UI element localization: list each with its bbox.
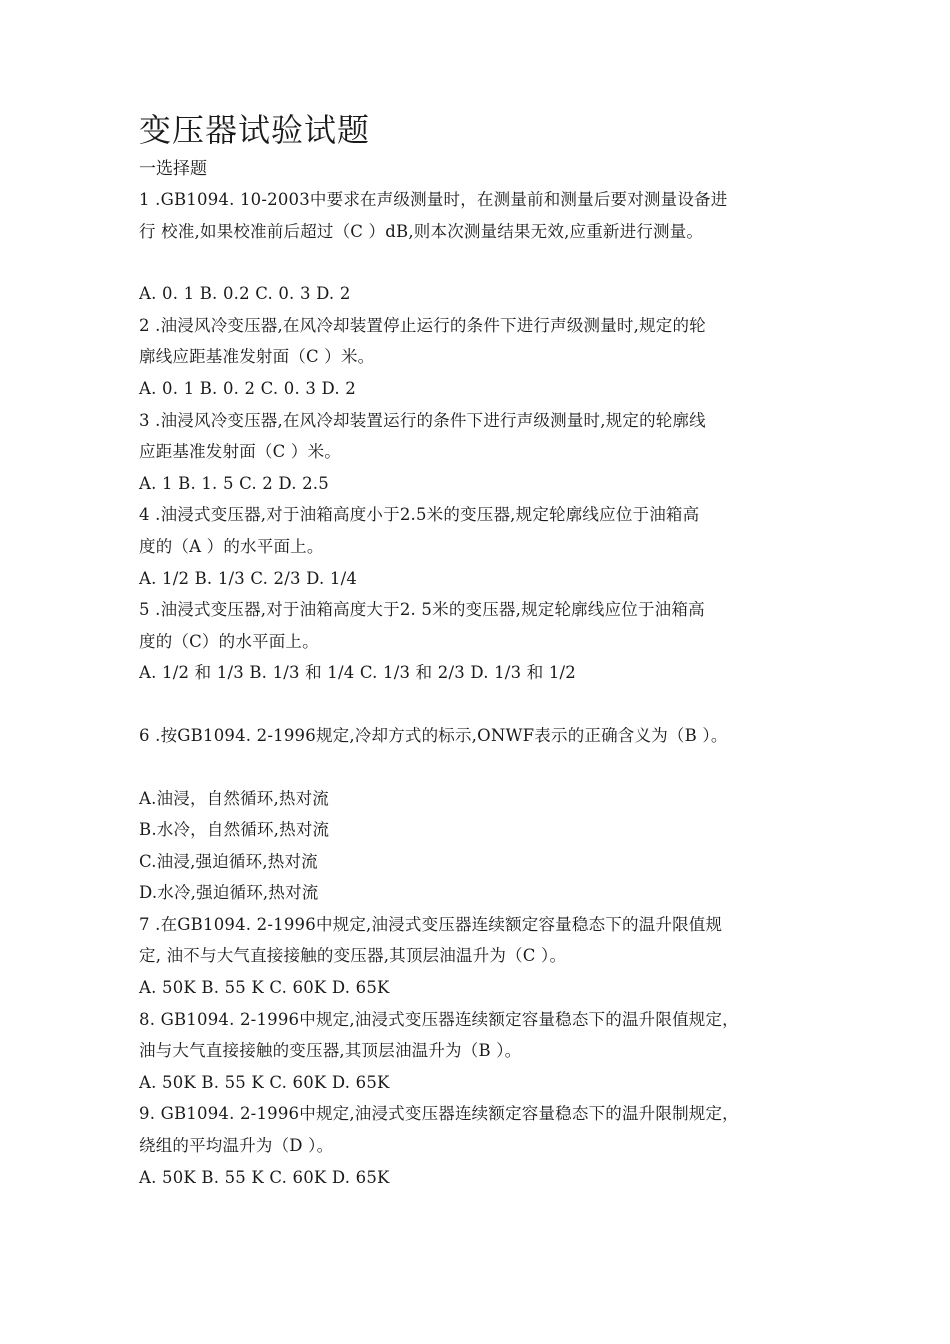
question-2-line-1: 2 .油浸风冷变压器,在风冷却装置停止运行的条件下进行声级测量时,规定的轮 [139, 315, 706, 335]
question-2-line-2: 廓线应距基准发射面（C ）米。 [139, 347, 375, 367]
document-page [139, 108, 829, 1193]
question-1-line-2: 行 校准,如果校准前后超过（C ）dB,则本次测量结果无效,应重新进行测量。 [139, 221, 704, 241]
question-8-line-2: 油与大气直接接触的变压器,其顶层油温升为（B ）。 [139, 1041, 522, 1061]
document-title: 变压器试验试题 [139, 111, 371, 149]
question-7-options: A. 50K B. 55 K C. 60K D. 65K [139, 978, 390, 998]
blank-line [139, 752, 829, 783]
question-7-line-2: 定, 油不与大气直接接触的变压器,其顶层油温升为（C ）。 [139, 946, 567, 966]
question-5-line-1: 5 .油浸式变压器,对于油箱高度大于2. 5米的变压器,规定轮廓线应位于油箱高 [139, 600, 705, 620]
question-3-line-1: 3 .油浸风冷变压器,在风冷却装置运行的条件下进行声级测量时,规定的轮廓线 [139, 410, 706, 430]
question-4-line-2: 度的（A ）的水平面上。 [139, 536, 324, 556]
question-8-options: A. 50K B. 55 K C. 60K D. 65K [139, 1072, 390, 1092]
question-6-option-a: A.油浸，自然循环,热对流 [139, 788, 330, 808]
blank-line [139, 689, 829, 720]
question-3-line-2: 应距基准发射面（C ）米。 [139, 442, 341, 462]
question-2-options: A. 0. 1 B. 0. 2 C. 0. 3 D. 2 [139, 378, 356, 398]
question-6-option-c: C.油浸,强迫循环,热对流 [139, 851, 318, 871]
question-1-line-1: 1 .GB1094. 10-2003中要求在声级测量时，在测量前和测量后要对测量设备进 [139, 190, 728, 209]
question-9-line-1: 9. GB1094. 2-1996中规定,油浸式变压器连续额定容量稳态下的温升限制规定， [139, 1104, 739, 1124]
blank-line [139, 247, 829, 278]
question-4-options: A. 1/2 B. 1/3 C. 2/3 D. 1/4 [139, 568, 358, 588]
question-9-options: A. 50K B. 55 K C. 60K D. 65K [139, 1167, 390, 1187]
section-heading: 一选择题 [139, 159, 207, 179]
question-3-options: A. 1 B. 1. 5 C. 2 D. 2.5 [139, 473, 329, 493]
question-9-line-2: 绕组的平均温升为（D ）。 [139, 1136, 334, 1156]
question-8-line-1: 8. GB1094. 2-1996中规定,油浸式变压器连续额定容量稳态下的温升限值规定， [139, 1009, 739, 1029]
question-4-line-1: 4 .油浸式变压器,对于油箱高度小于2.5米的变压器,规定轮廓线应位于油箱高 [139, 505, 700, 525]
question-5-line-2: 度的（C）的水平面上。 [139, 631, 319, 651]
question-6-option-b: B.水冷，自然循环,热对流 [139, 820, 330, 840]
question-6-option-d: D.水冷,强迫循环,热对流 [139, 883, 319, 903]
question-5-options: A. 1/2 和 1/3 B. 1/3 和 1/4 C. 1/3 和 2/3 D. 1/3 和 1/2 [139, 663, 577, 683]
question-6-line-1: 6 .按GB1094. 2-1996规定,冷却方式的标示,ONWF表示的正确含义为（B ）。 [139, 725, 728, 745]
question-1-options: A. 0. 1 B. 0.2 C. 0. 3 D. 2 [139, 284, 351, 304]
question-7-line-1: 7 .在GB1094. 2-1996中规定,油浸式变压器连续额定容量稳态下的温升限值规 [139, 914, 723, 934]
